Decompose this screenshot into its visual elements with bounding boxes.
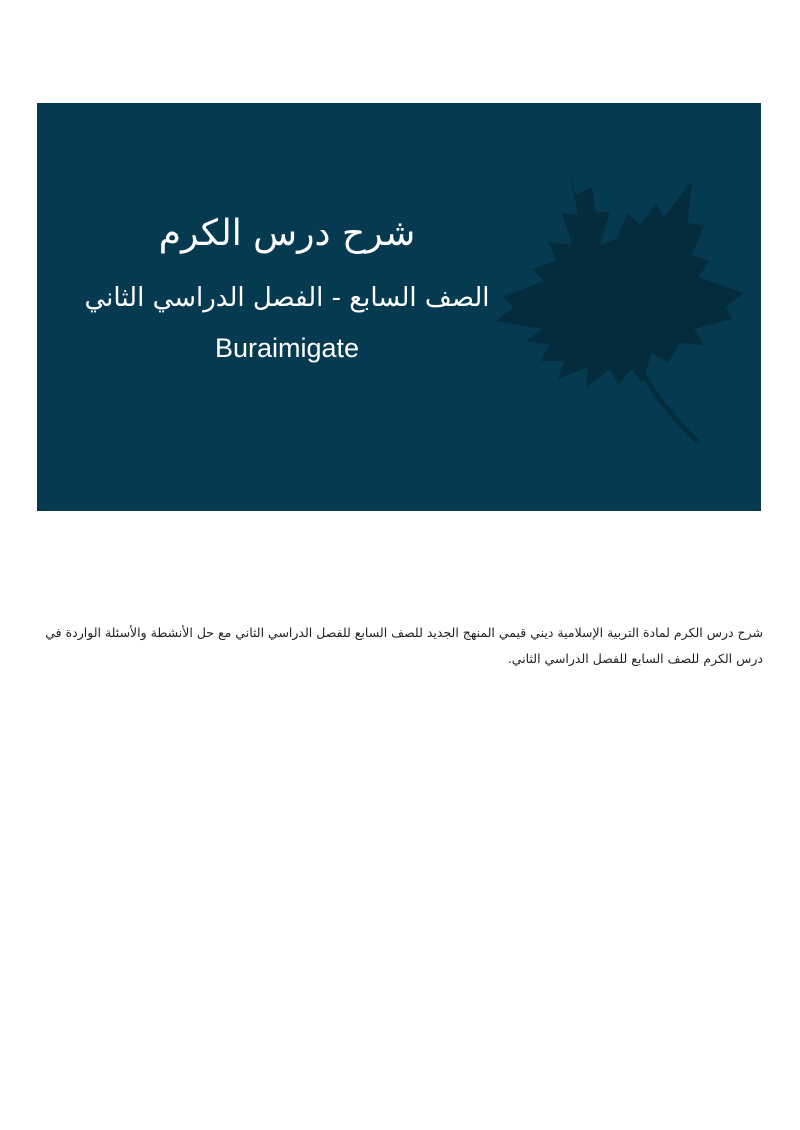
cover-banner [37, 103, 761, 511]
grade-semester-subtitle: الصف السابع - الفصل الدراسي الثاني [84, 283, 490, 313]
lesson-description: شرح درس الكرم لمادة التربية الإسلامية ديني قيمي المنهج الجديد للصف السابع للفصل الدراسي الثاني مع حل الأنشطة والأسئلة الواردة في درس الكرم للصف السابع للفصل الدراسي الثاني. [45, 625, 763, 666]
site-brand: Buraimigate [214, 333, 360, 363]
lesson-title: شرح درس الكرم [158, 213, 416, 254]
